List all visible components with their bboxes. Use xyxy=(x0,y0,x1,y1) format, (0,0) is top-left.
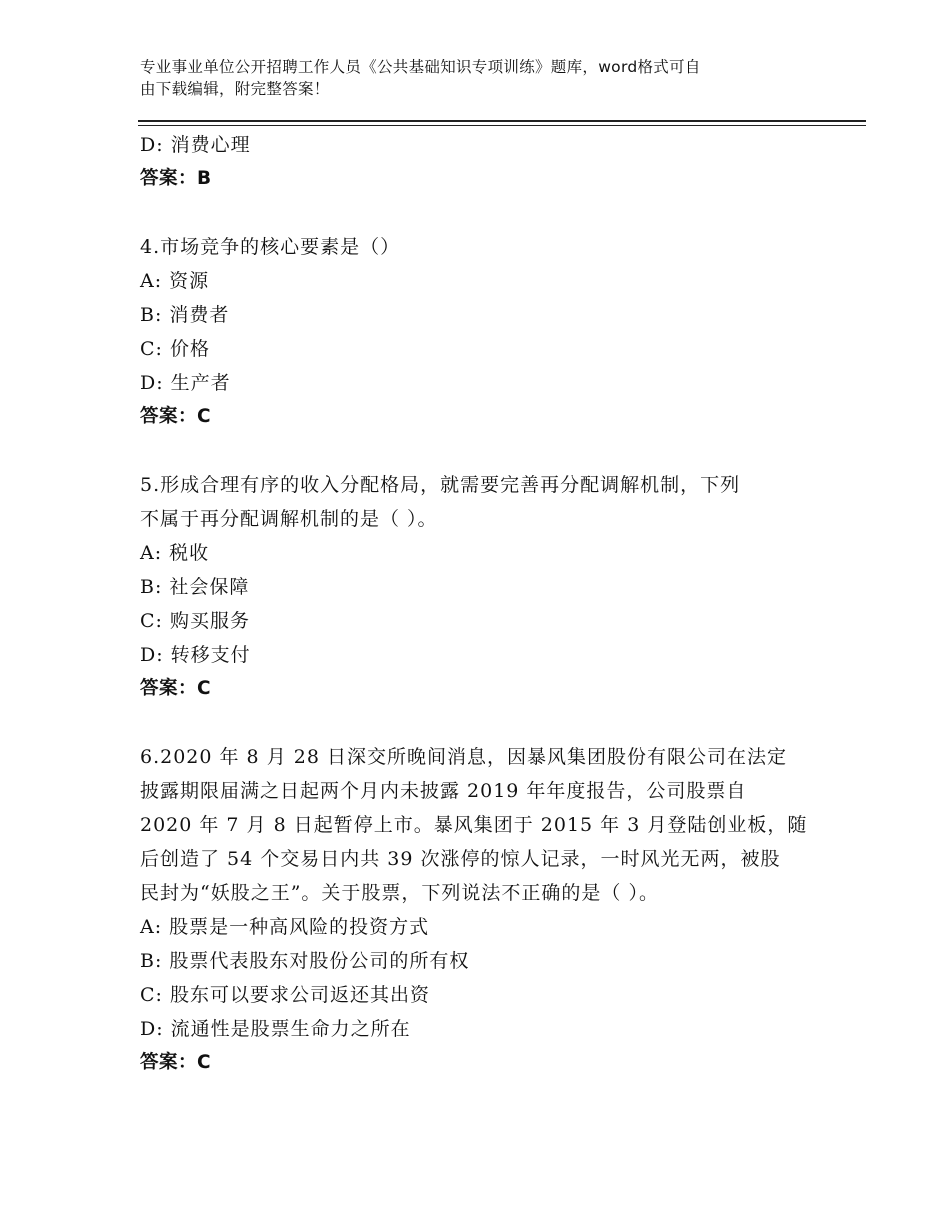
option-a: A: 股票是一种高风险的投资方式 xyxy=(140,916,430,938)
header-rule-thin xyxy=(138,125,866,126)
header-line-1: 专业事业单位公开招聘工作人员《公共基础知识专项训练》题库，word格式可自 xyxy=(140,58,701,76)
prev-answer: 答案：B xyxy=(140,168,212,189)
option-a: A: 资源 xyxy=(140,270,210,292)
question-content xyxy=(140,128,820,1080)
spacer xyxy=(140,434,820,468)
question-text: 后创造了 54 个交易日内共 39 次涨停的惊人记录，一时风光无两，被股 xyxy=(140,848,781,870)
question-5 xyxy=(140,468,820,706)
question-text: 不属于再分配调解机制的是（ ）。 xyxy=(140,508,438,530)
prev-option-d: D: 消费心理 xyxy=(140,134,251,156)
question-text: 2020 年 7 月 8 日起暂停上市。暴风集团于 2015 年 3 月登陆创业板，随 xyxy=(140,814,808,836)
question-6 xyxy=(140,740,820,1080)
question-text: 6.2020 年 8 月 28 日深交所晚间消息，因暴风集团股份有限公司在法定 xyxy=(140,746,787,768)
header-line-2: 由下载编辑，附完整答案！ xyxy=(140,80,330,98)
question-text: 披露期限届满之日起两个月内未披露 2019 年年度报告，公司股票自 xyxy=(140,780,747,802)
option-a: A: 税收 xyxy=(140,542,210,564)
spacer xyxy=(140,196,820,230)
option-b: B: 股票代表股东对股份公司的所有权 xyxy=(140,950,470,972)
answer: 答案：C xyxy=(140,406,212,427)
answer: 答案：C xyxy=(140,1052,212,1073)
option-c: C: 购买服务 xyxy=(140,610,250,632)
option-d: D: 转移支付 xyxy=(140,644,251,666)
question-text: 4.市场竞争的核心要素是（） xyxy=(140,236,401,258)
option-d: D: 生产者 xyxy=(140,372,231,394)
question-4 xyxy=(140,230,820,434)
question-text: 民封为“妖股之王”。关于股票，下列说法不正确的是（ ）。 xyxy=(140,882,659,904)
header-rule xyxy=(138,120,866,122)
spacer xyxy=(140,706,820,740)
answer: 答案：C xyxy=(140,678,212,699)
option-b: B: 社会保障 xyxy=(140,576,250,598)
option-b: B: 消费者 xyxy=(140,304,230,326)
question-text: 5.形成合理有序的收入分配格局，就需要完善再分配调解机制，下列 xyxy=(140,474,741,496)
option-c: C: 股东可以要求公司返还其出资 xyxy=(140,984,430,1006)
option-c: C: 价格 xyxy=(140,338,210,360)
page-header xyxy=(140,56,820,100)
option-d: D: 流通性是股票生命力之所在 xyxy=(140,1018,411,1040)
